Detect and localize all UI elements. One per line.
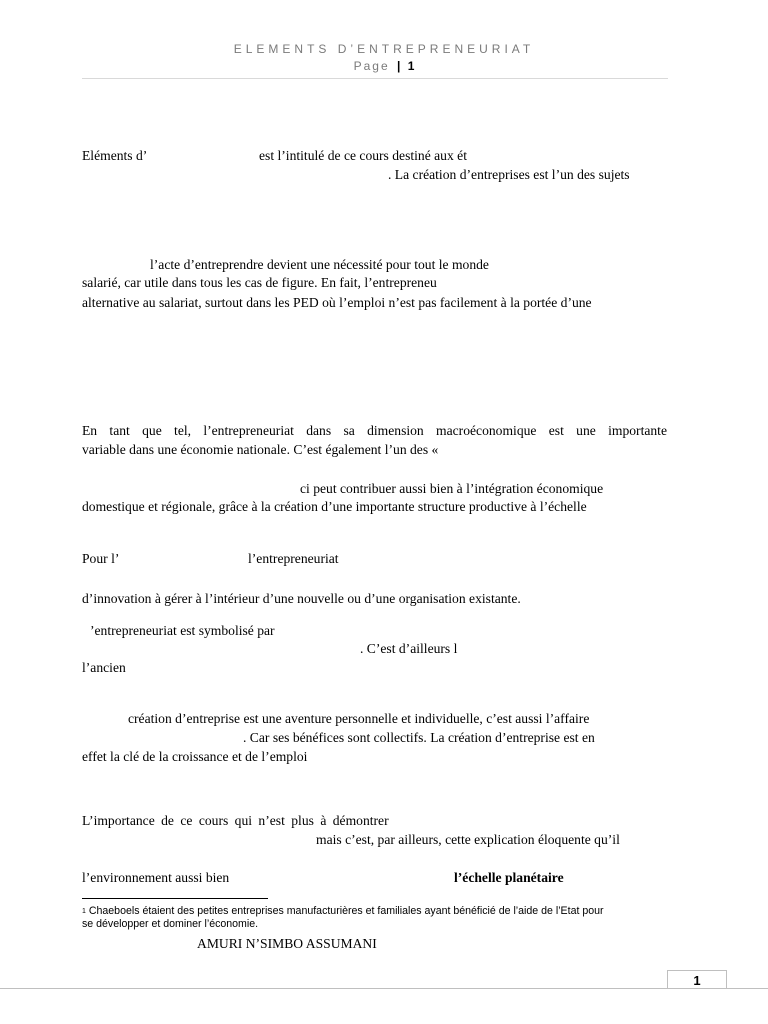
footnote bbox=[82, 905, 672, 931]
footnote-line2: se développer et dominer l’économie. bbox=[82, 918, 259, 930]
p4-line1b: l’entrepreneuriat bbox=[248, 551, 339, 566]
p7-line3b: l’échelle planétaire bbox=[454, 870, 564, 885]
footer-page-number: 1 bbox=[667, 970, 727, 989]
p7-line3a: l’environnement aussi bien bbox=[82, 870, 230, 885]
p1-line1b: est l’intitulé de ce cours destiné aux ét bbox=[259, 148, 467, 163]
p5-line2: . C’est d’ailleurs l bbox=[360, 641, 458, 656]
footnote-marker: 1 bbox=[82, 908, 86, 915]
p4-line2: d’innovation à gérer à l’intérieur d’une nouvelle ou d’une organisation existante. bbox=[82, 591, 521, 606]
p3-line3: ci peut contribuer aussi bien à l’intégration économique bbox=[300, 481, 604, 496]
footnote-rule bbox=[82, 898, 268, 899]
footnote-text-1: Chaeboels étaient des petites entreprises manufacturières et familiales ayant bénéficié de l’aide de l’Etat pour bbox=[88, 905, 604, 917]
p7-line2: mais c’est, par ailleurs, cette explication éloquente qu’il bbox=[316, 832, 620, 847]
p6-line2: . Car ses bénéfices sont collectifs. La création d’entreprise est en bbox=[243, 730, 595, 745]
header-page-number: 1 bbox=[407, 59, 415, 73]
header-separator: | bbox=[396, 59, 401, 73]
p6-line1: création d’entreprise est une aventure personnelle et individuelle, c’est aussi l’affaire bbox=[128, 711, 590, 726]
p3-line2: variable dans une économie nationale. C’est également l’un des « bbox=[82, 442, 439, 457]
p4-line1a: Pour l’ bbox=[82, 551, 120, 566]
footer-rule bbox=[0, 988, 768, 989]
author-name: AMURI N’SIMBO ASSUMANI bbox=[197, 936, 377, 951]
header-page-line bbox=[0, 59, 768, 73]
header-rule bbox=[82, 78, 668, 79]
p5-line1: ’entrepreneuriat est symbolisé par bbox=[90, 623, 275, 638]
p3-line4: domestique et régionale, grâce à la création d’une importante structure productive à l’échelle bbox=[82, 499, 587, 514]
p1-line1a: Eléments d’ bbox=[82, 148, 148, 163]
p6-line3: effet la clé de la croissance et de l’emploi bbox=[82, 749, 308, 764]
p1-line2: . La création d’entreprises est l’un des sujets bbox=[388, 167, 630, 182]
p5-line3: l’ancien bbox=[82, 660, 126, 675]
p2-line2: salarié, car utile dans tous les cas de figure. En fait, l’entrepreneu bbox=[82, 275, 437, 290]
p2-line3: alternative au salariat, surtout dans les PED où l’emploi n’est pas facilement à la portée d’une bbox=[82, 295, 592, 310]
p7-line1: L’importance de ce cours qui n’est plus à démontrer bbox=[82, 813, 389, 828]
header-page-label: Page bbox=[353, 59, 390, 73]
header-title: ELEMENTS D’ENTREPRENEURIAT bbox=[233, 42, 535, 56]
p2-line1: l’acte d’entreprendre devient une nécessité pour tout le monde bbox=[150, 257, 489, 272]
footnote-line1 bbox=[82, 905, 672, 918]
p3-line1: En tant que tel, l’entrepreneuriat dans sa dimension macroéconomique est une importante bbox=[82, 423, 667, 438]
